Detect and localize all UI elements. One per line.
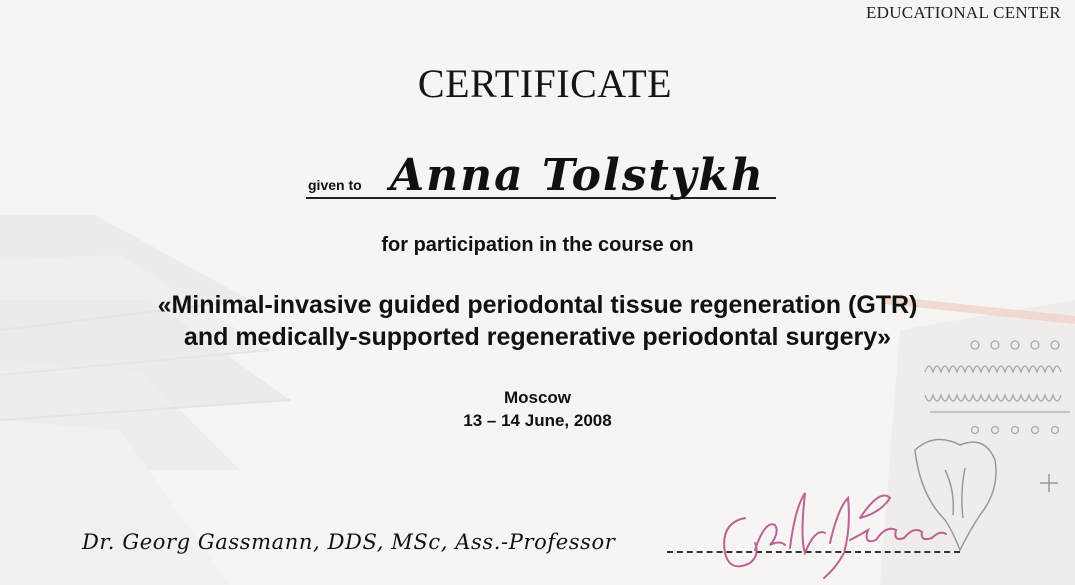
organization-name: EDUCATIONAL CENTER bbox=[865, 3, 1061, 22]
signatory-name: Dr. Georg Gassmann, DDS, MSc, Ass.-Professor bbox=[82, 530, 616, 554]
course-title-line-1: «Minimal-invasive guided periodontal tissue regeneration (GTR) bbox=[157, 291, 918, 319]
course-title bbox=[0, 289, 1075, 353]
recipient-row bbox=[306, 137, 776, 199]
recipient-name: Anna Tolstykh bbox=[390, 150, 765, 201]
course-title-line-2: and medically-supported regenerative periodontal surgery» bbox=[183, 323, 892, 351]
event-dates: 13 – 14 June, 2008 bbox=[463, 411, 612, 430]
given-to-label: given to bbox=[308, 177, 362, 193]
participation-text: for participation in the course on bbox=[381, 234, 694, 256]
event-city: Moscow bbox=[503, 388, 572, 407]
signature-scribble bbox=[700, 478, 970, 585]
event-details bbox=[0, 386, 1075, 432]
certificate-title: CERTIFICATE bbox=[417, 61, 673, 106]
